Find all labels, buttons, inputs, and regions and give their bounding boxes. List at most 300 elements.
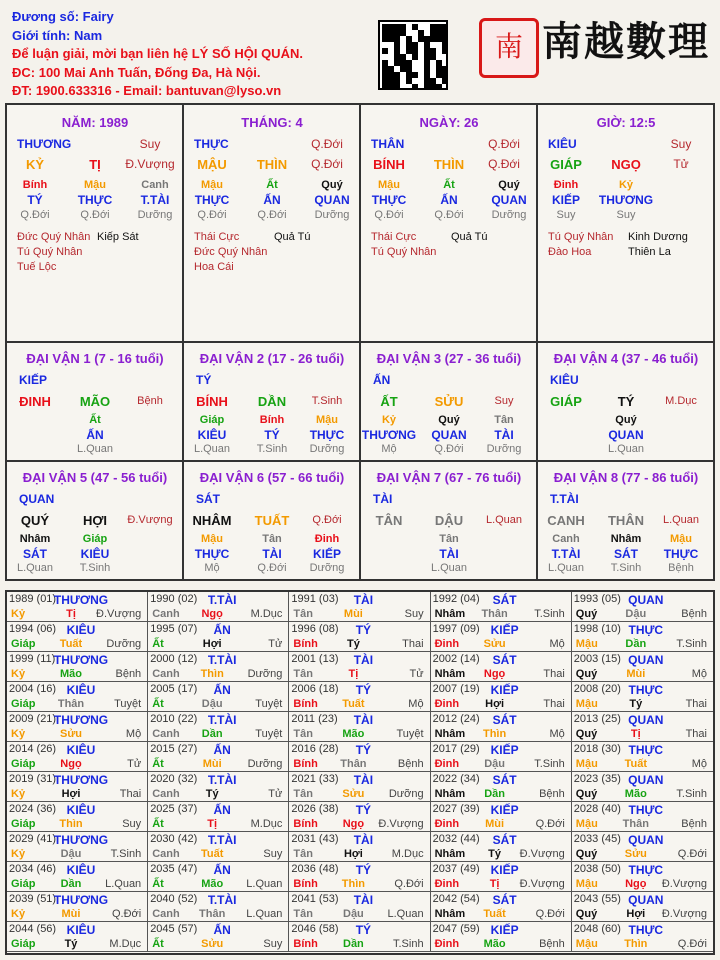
year-stem: Tân (293, 668, 313, 680)
year-ten-god: ẤN (213, 623, 231, 637)
hidden-ten-god: QUAN (491, 193, 527, 207)
year-cell[interactable] (289, 772, 430, 802)
contact-address: ĐC: 100 Mai Anh Tuấn, Đống Đa, Hà Nội. (12, 64, 261, 80)
year-ten-god: TÝ (355, 743, 372, 757)
year-branch: Mùi (626, 668, 646, 680)
year-branch: Mão (624, 788, 647, 800)
year-stage: Mộ (549, 638, 565, 650)
hidden-stem: Mậu (84, 179, 106, 191)
year-cell[interactable] (572, 892, 713, 922)
year-stem: Ất (152, 698, 164, 710)
year-label: 1991 (03) (291, 593, 339, 605)
dai-van-hidden-ten-god: KIÊU (197, 428, 227, 442)
year-stem: Đinh (434, 818, 460, 830)
year-branch: Sửu (59, 728, 83, 740)
year-stem: Nhâm (434, 788, 466, 800)
year-stem: Canh (152, 788, 180, 800)
year-branch: Ngọ (483, 668, 506, 680)
year-stage: Đ.Vượng (519, 878, 565, 890)
dai-van-title: ĐẠI VẬN 8 (77 - 86 tuổi) (553, 470, 699, 485)
year-ten-god: T.TÀI (207, 593, 237, 607)
year-label: 2018 (30) (573, 743, 621, 755)
year-cell[interactable] (289, 682, 430, 712)
dai-van-hidden-stem: Kỷ (381, 414, 397, 426)
branch-stage: Đ.Vượng (125, 157, 175, 171)
year-ten-god: TÀI (353, 593, 374, 607)
heavenly-stem: GIÁP (550, 157, 582, 172)
year-stem: Bính (293, 878, 318, 890)
year-branch: Mùi (61, 908, 81, 920)
year-branch: Thân (622, 818, 649, 830)
branch-stage: Tử (673, 157, 689, 171)
year-stage: Tử (127, 758, 142, 770)
year-stage: Thai (402, 638, 424, 650)
year-stage: Suy (263, 848, 283, 860)
dai-van-ten-god: KIÊU (550, 373, 579, 387)
year-cell[interactable] (289, 592, 430, 622)
year-branch: Ngọ (342, 818, 365, 830)
hidden-stage: Suy (616, 209, 636, 221)
year-stage: Dưỡng (388, 788, 424, 800)
year-branch: Hợi (61, 788, 81, 800)
dai-van-hidden-ten-god: T.TÀI (551, 547, 581, 561)
four-pillars-chart (5, 103, 715, 581)
year-stage: Q.Đới (535, 908, 565, 920)
year-label: 2005 (17) (150, 683, 198, 695)
year-cell[interactable] (431, 742, 572, 772)
year-stage: Q.Đới (111, 908, 142, 920)
year-cell[interactable] (572, 772, 713, 802)
dai-van-title: ĐẠI VẬN 5 (47 - 56 tuổi) (22, 470, 168, 485)
year-ten-god: SÁT (492, 653, 517, 667)
year-stem: Bính (293, 818, 318, 830)
year-label: 2015 (27) (150, 743, 198, 755)
year-label: 2011 (23) (291, 713, 338, 725)
hidden-stage: Q.Đới (434, 209, 464, 221)
year-cell[interactable] (148, 652, 289, 682)
pillar-stage: Suy (139, 137, 161, 151)
year-ten-god: TÀI (353, 833, 374, 847)
dai-van-ten-god: QUAN (19, 492, 55, 506)
year-cell[interactable] (431, 682, 572, 712)
year-stem: Bính (293, 938, 318, 950)
year-cell[interactable] (7, 772, 148, 802)
dai-van-hidden-ten-god: THỰC (194, 547, 230, 561)
dai-van-hidden-stage: L.Quan (547, 562, 585, 574)
year-cell[interactable] (7, 592, 148, 622)
year-cell[interactable] (7, 922, 148, 952)
year-stage: T.Sinh (676, 788, 707, 800)
year-stage: Q.Đới (677, 938, 707, 950)
year-branch: Thân (199, 908, 226, 920)
year-stage: Đ.Vượng (661, 878, 707, 890)
year-branch: Thân (57, 698, 85, 710)
dai-van-5 (7, 462, 184, 581)
star-right: Kinh Dương (628, 231, 688, 243)
year-stem: Kỷ (11, 848, 26, 860)
dai-van-hidden-stage: Dưỡng (309, 562, 345, 574)
year-label: 2016 (28) (291, 743, 339, 755)
year-ten-god: TÝ (355, 623, 372, 637)
year-cell[interactable] (572, 592, 713, 622)
contact-phone-email[interactable]: ĐT: 1900.633316 - Email: bantuvan@lyso.vn (12, 83, 282, 98)
dai-van-hidden-stage: Dưỡng (486, 443, 522, 455)
year-label: 2021 (33) (291, 773, 339, 785)
year-ten-god: QUAN (628, 713, 664, 727)
pillar-stage: Q.Đới (311, 137, 343, 151)
year-cell[interactable] (289, 802, 430, 832)
year-cell[interactable] (431, 592, 572, 622)
year-branch: Tuất (200, 848, 224, 860)
year-stage: Mộ (408, 698, 424, 710)
year-label: 2013 (25) (573, 713, 621, 725)
qr-code-icon[interactable] (378, 20, 448, 90)
dai-van-title: ĐẠI VẬN 1 (7 - 16 tuổi) (26, 351, 164, 366)
year-cell[interactable] (289, 892, 430, 922)
year-label: 1992 (04) (432, 593, 480, 605)
year-cell[interactable] (431, 712, 572, 742)
year-ten-god: T.TÀI (207, 653, 237, 667)
year-stage: Q.Đới (394, 878, 424, 890)
year-stage: Mộ (549, 728, 565, 740)
dai-van-branch: HỢI (82, 513, 108, 528)
contact-note: Để luận giải, mời bạn liên hệ LÝ SỐ HỘI QUÁN. (12, 46, 303, 61)
year-cell[interactable] (431, 772, 572, 802)
hidden-stage: Q.Đới (374, 209, 404, 221)
year-stage: Suy (263, 938, 283, 950)
star-right: Thiên La (628, 246, 671, 258)
dai-van-stage: L.Quan (485, 514, 523, 526)
year-cell[interactable] (572, 922, 713, 952)
year-stage: Mộ (691, 758, 707, 770)
dai-van-hidden-stage: T.Sinh (610, 562, 642, 574)
brand-logo: 南越數理 (542, 18, 710, 65)
hidden-stem: Kỷ (618, 179, 634, 191)
year-stage: L.Quan (105, 878, 142, 890)
dai-van-1 (7, 343, 184, 462)
year-branch: Dần (201, 728, 223, 740)
dai-van-hidden-stem: Giáp (199, 414, 225, 426)
dai-van-hidden-stem: Tân (494, 414, 514, 426)
dai-van-hidden-ten-god: SÁT (614, 547, 638, 561)
hidden-stage: Q.Đới (257, 209, 287, 221)
year-cell[interactable] (148, 802, 289, 832)
year-cell[interactable] (572, 682, 713, 712)
year-cell[interactable] (148, 832, 289, 862)
dai-van-stage: Đ.Vượng (127, 514, 173, 526)
hidden-ten-god: THỰC (194, 193, 230, 207)
year-stage: Đ.Vượng (519, 848, 565, 860)
hidden-ten-god: TÝ (27, 193, 43, 207)
dai-van-stem: QUÝ (20, 513, 50, 528)
year-stage: T.Sinh (393, 938, 424, 950)
year-cell[interactable] (7, 832, 148, 862)
year-ten-god: KIÊU (66, 743, 96, 757)
year-stem: Nhâm (434, 608, 466, 620)
year-stem: Ất (152, 818, 164, 830)
year-stage: T.Sinh (534, 758, 565, 770)
hidden-ten-god: QUAN (314, 193, 350, 207)
year-ten-god: KIẾP (490, 743, 519, 757)
year-ten-god: TÀI (353, 893, 374, 907)
year-stage: M.Dục (391, 848, 424, 860)
year-label: 2045 (57) (150, 923, 198, 935)
star-left: Đào Hoa (548, 246, 592, 258)
year-label: 2007 (19) (432, 683, 480, 695)
dai-van-hidden-stage: L.Quan (76, 443, 114, 455)
year-branch: Tuất (624, 758, 647, 770)
year-branch: Dậu (201, 698, 223, 710)
year-stem: Tân (293, 848, 313, 860)
year-stem: Kỷ (11, 608, 26, 620)
year-branch: Hợi (626, 908, 646, 920)
year-branch: Tý (488, 848, 502, 860)
year-stage: Suy (404, 608, 424, 620)
year-cell[interactable] (289, 712, 430, 742)
year-cell[interactable] (289, 742, 430, 772)
year-label: 2043 (55) (573, 893, 621, 905)
pillar-2 (361, 105, 538, 343)
year-label: 2024 (36) (9, 803, 57, 815)
year-stem: Canh (152, 608, 180, 620)
year-stage: Suy (122, 818, 142, 830)
year-cell[interactable] (572, 742, 713, 772)
dai-van-hidden-stage: Dưỡng (309, 443, 345, 455)
year-label: 2039 (51) (9, 893, 57, 905)
year-cell[interactable] (7, 712, 148, 742)
year-cell[interactable] (289, 832, 430, 862)
dai-van-branch: SỬU (434, 394, 464, 409)
year-cell[interactable] (7, 652, 148, 682)
star-left: Hoa Cái (194, 261, 234, 273)
hidden-stem: Quý (321, 179, 343, 191)
year-cell[interactable] (572, 622, 713, 652)
year-stem: Giáp (11, 878, 36, 890)
year-label: 2009 (21) (9, 713, 57, 725)
dai-van-hidden-ten-god: QUAN (431, 428, 467, 442)
dai-van-8 (538, 462, 715, 581)
year-branch: Thìn (200, 668, 224, 680)
year-cell[interactable] (431, 832, 572, 862)
year-cell[interactable] (572, 862, 713, 892)
year-cell[interactable] (148, 712, 289, 742)
dai-van-stem: ẤT (380, 394, 398, 409)
year-ten-god: THƯƠNG (53, 713, 109, 727)
year-cell[interactable] (572, 832, 713, 862)
year-label: 2030 (42) (150, 833, 198, 845)
year-label: 1990 (02) (150, 593, 198, 605)
year-stem: Kỷ (11, 908, 26, 920)
year-ten-god: KIẾP (490, 683, 519, 697)
year-cell[interactable] (7, 892, 148, 922)
year-ten-god: KIẾP (490, 803, 519, 817)
hidden-stem: Canh (141, 179, 169, 191)
year-stage: Tử (268, 788, 283, 800)
year-cell[interactable] (431, 862, 572, 892)
branch-stage: Q.Đới (488, 157, 520, 171)
year-branch: Mùi (485, 818, 505, 830)
year-stage: Bệnh (681, 818, 707, 830)
year-ten-god: ẤN (213, 803, 231, 817)
year-cell[interactable] (148, 622, 289, 652)
year-cell[interactable] (7, 622, 148, 652)
pillar-ten-god: KIÊU (548, 137, 577, 151)
year-branch: Tị (489, 878, 500, 890)
dai-van-ten-god: ẤN (373, 373, 391, 387)
year-ten-god: TÀI (353, 773, 374, 787)
year-cell[interactable] (572, 802, 713, 832)
year-cell[interactable] (289, 922, 430, 952)
year-ten-god: QUAN (628, 833, 664, 847)
year-ten-god: ẤN (213, 683, 231, 697)
year-cell[interactable] (7, 742, 148, 772)
year-cell[interactable] (7, 862, 148, 892)
dai-van-hidden-ten-god: ẤN (86, 428, 104, 442)
year-cell[interactable] (431, 652, 572, 682)
year-branch: Dậu (343, 908, 364, 920)
year-stem: Quý (575, 848, 598, 860)
year-label: 2048 (60) (573, 923, 621, 935)
year-cell[interactable] (7, 802, 148, 832)
year-ten-god: T.TÀI (207, 893, 237, 907)
year-ten-god: THỰC (628, 803, 664, 817)
year-cell[interactable] (7, 682, 148, 712)
year-label: 2022 (34) (432, 773, 480, 785)
dai-van-hidden-stem: Canh (552, 533, 580, 545)
year-stem: Mậu (575, 818, 598, 830)
year-cell[interactable] (431, 892, 572, 922)
year-cell[interactable] (148, 682, 289, 712)
year-stage: Tuyệt (255, 728, 283, 740)
year-label: 2046 (58) (291, 923, 339, 935)
year-branch: Thìn (341, 878, 365, 890)
dai-van-stem: NHÂM (192, 513, 232, 528)
year-cell[interactable] (572, 652, 713, 682)
year-branch: Tý (346, 638, 360, 650)
year-label: 1996 (08) (291, 623, 339, 635)
year-stage: Đ.Vượng (378, 818, 424, 830)
year-stage: M.Dục (109, 938, 142, 950)
dai-van-branch: THÂN (607, 513, 645, 528)
hidden-ten-god: ẤN (440, 193, 458, 207)
year-ten-god: TÀI (353, 713, 374, 727)
year-ten-god: THỰC (628, 743, 664, 757)
year-ten-god: SÁT (492, 893, 517, 907)
hidden-stage: Dưỡng (314, 209, 350, 221)
dai-van-hidden-stage: L.Quan (16, 562, 54, 574)
year-stem: Nhâm (434, 848, 466, 860)
hidden-ten-god: THƯƠNG (598, 193, 654, 207)
star-right: Quả Tú (274, 231, 311, 243)
year-stem: Canh (152, 668, 180, 680)
year-branch: Dần (343, 938, 364, 950)
year-cell[interactable] (148, 592, 289, 622)
year-branch: Sửu (624, 848, 647, 860)
year-ten-god: TÝ (355, 863, 372, 877)
year-cell[interactable] (148, 892, 289, 922)
year-cell[interactable] (431, 922, 572, 952)
dai-van-title: ĐẠI VẬN 6 (57 - 66 tuổi) (199, 470, 345, 485)
year-ten-god: TÀI (353, 653, 374, 667)
year-label: 2017 (29) (432, 743, 480, 755)
year-label: 2002 (14) (432, 653, 480, 665)
pillar-title: THÁNG: 4 (241, 115, 303, 130)
dai-van-hidden-stage: Mộ (204, 562, 220, 574)
year-ten-god: KIÊU (66, 683, 96, 697)
year-branch: Tuất (483, 908, 506, 920)
year-label: 2036 (48) (291, 863, 339, 875)
hidden-stem: Mậu (201, 179, 223, 191)
year-label: 2031 (43) (291, 833, 339, 845)
year-ten-god: KIÊU (66, 623, 96, 637)
dai-van-hidden-stem: Bính (259, 414, 285, 426)
dai-van-hidden-stage: Bệnh (668, 562, 694, 574)
dai-van-hidden-ten-god: SÁT (23, 547, 47, 561)
year-stage: Thai (543, 668, 565, 680)
hidden-stage: Dưỡng (491, 209, 527, 221)
header (0, 0, 720, 100)
year-cell[interactable] (148, 862, 289, 892)
year-ten-god: SÁT (492, 833, 517, 847)
year-label: 2033 (45) (573, 833, 621, 845)
dai-van-stage: T.Sinh (311, 395, 343, 407)
dai-van-hidden-stage: T.Sinh (79, 562, 111, 574)
year-stem: Ất (152, 938, 164, 950)
year-label: 2006 (18) (291, 683, 339, 695)
year-cell[interactable] (289, 652, 430, 682)
year-ten-god: KIẾP (490, 923, 519, 937)
year-label: 2037 (49) (432, 863, 480, 875)
year-cell[interactable] (289, 862, 430, 892)
year-cell[interactable] (431, 802, 572, 832)
dai-van-hidden-stem: Ất (89, 414, 101, 426)
year-cell[interactable] (148, 922, 289, 952)
earthly-branch: NGỌ (611, 157, 641, 172)
year-label: 1999 (11) (9, 653, 56, 665)
year-cell[interactable] (148, 772, 289, 802)
year-stem: Tân (293, 788, 313, 800)
year-cell[interactable] (148, 742, 289, 772)
dai-van-ten-god: SÁT (196, 492, 220, 506)
year-ten-god: TÝ (355, 803, 372, 817)
year-branch: Ngọ (60, 758, 82, 770)
dai-van-stem: TÂN (375, 513, 403, 528)
year-cell[interactable] (289, 622, 430, 652)
dai-van-hidden-stage: L.Quan (430, 562, 468, 574)
dai-van-3 (361, 343, 538, 462)
year-stem: Kỷ (11, 728, 26, 740)
dai-van-4 (538, 343, 715, 462)
pillar-title: NGÀY: 26 (419, 115, 479, 130)
year-cell[interactable] (572, 712, 713, 742)
year-stage: L.Quan (246, 908, 283, 920)
year-branch: Tị (66, 608, 76, 620)
year-branch: Thân (481, 608, 508, 620)
hidden-stem: Đinh (553, 179, 579, 191)
dai-van-hidden-stem: Giáp (82, 533, 108, 545)
year-label: 2020 (32) (150, 773, 198, 785)
dai-van-hidden-stage: T.Sinh (256, 443, 288, 455)
year-stem: Mậu (575, 638, 598, 650)
dai-van-hidden-ten-god: TÝ (264, 428, 280, 442)
star-left: Thái Cực (371, 231, 417, 243)
hidden-ten-god: KIẾP (551, 193, 581, 207)
year-stem: Quý (575, 608, 598, 620)
year-stage: M.Dục (250, 608, 283, 620)
dai-van-7 (361, 462, 538, 581)
year-stem: Ất (152, 638, 164, 650)
year-cell[interactable] (431, 622, 572, 652)
